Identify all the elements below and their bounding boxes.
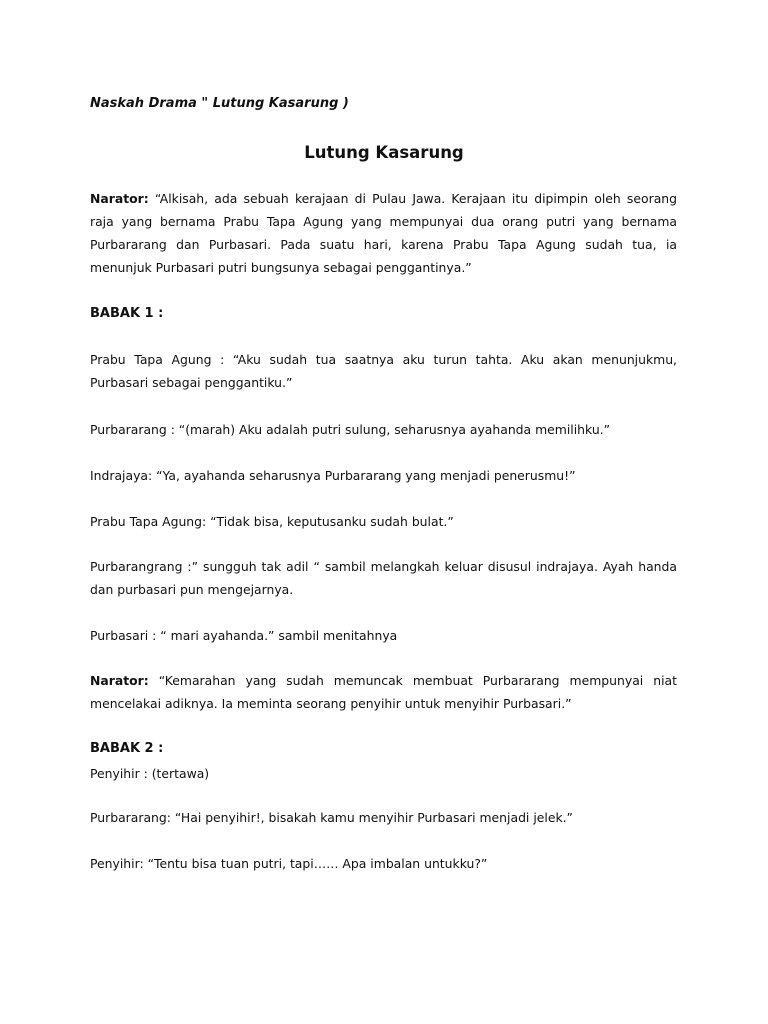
- paragraph-text: “Alkisah, ada sebuah kerajaan di Pulau Jawa. Kerajaan itu dipimpin oleh seorang raja yang bernama Prabu Tapa Agung yang mempunyai dua orang putri yang bernama Purbararang dan Purbasari. Pada suatu hari, karena Prabu Tapa Agung sudah tua, ia menunjuk Purbasari putri bungsunya sebagai penggantinya.”: [90, 191, 677, 275]
- dialogue-prabu-1: Prabu Tapa Agung : “Aku sudah tua saatnya aku turun tahta. Aku akan menunjukmu, Purbasari sebagai penggantiku.”: [90, 352, 677, 390]
- dialogue-purbasari-1: Purbasari : “ mari ayahanda.” sambil menitahnya: [90, 628, 398, 643]
- narrator-paragraph-2: [90, 669, 677, 715]
- dialogue-indrajaya-1: Indrajaya: “Ya, ayahanda seharusnya Purbararang yang menjadi penerusmu!”: [90, 468, 576, 483]
- dialogue-penyihir-1: Penyihir : (tertawa): [90, 766, 210, 781]
- speaker-label: Narator:: [90, 191, 149, 206]
- section-heading-babak-1: BABAK 1 :: [90, 306, 164, 321]
- narrator-paragraph-1: [90, 187, 677, 279]
- dialogue-penyihir-2: Penyihir: “Tentu bisa tuan putri, tapi…… Apa imbalan untukku?”: [90, 856, 488, 871]
- document-heading: Naskah Drama " Lutung Kasarung ): [90, 96, 349, 111]
- paragraph-text: “Kemarahan yang sudah memuncak membuat Purbararang mempunyai niat mencelakai adiknya. Ia meminta seorang penyihir untuk menyihir Purbasari.”: [90, 673, 677, 711]
- speaker-label: Narator:: [90, 673, 149, 688]
- dialogue-purbararang-2: Purbararang: “Hai penyihir!, bisakah kamu menyihir Purbasari menjadi jelek.”: [90, 810, 573, 825]
- document-title: Lutung Kasarung: [304, 143, 464, 162]
- dialogue-purbararang-1: Purbararang : “(marah) Aku adalah putri sulung, seharusnya ayahanda memilihku.”: [90, 422, 611, 437]
- dialogue-prabu-2: Prabu Tapa Agung: “Tidak bisa, keputusanku sudah bulat.”: [90, 514, 454, 529]
- section-heading-babak-2: BABAK 2 :: [90, 741, 164, 756]
- dialogue-purbarangrang-1: Purbarangrang :” sungguh tak adil “ sambil melangkah keluar disusul indrajaya. Ayah handa dan purbasari pun mengejarnya.: [90, 559, 677, 597]
